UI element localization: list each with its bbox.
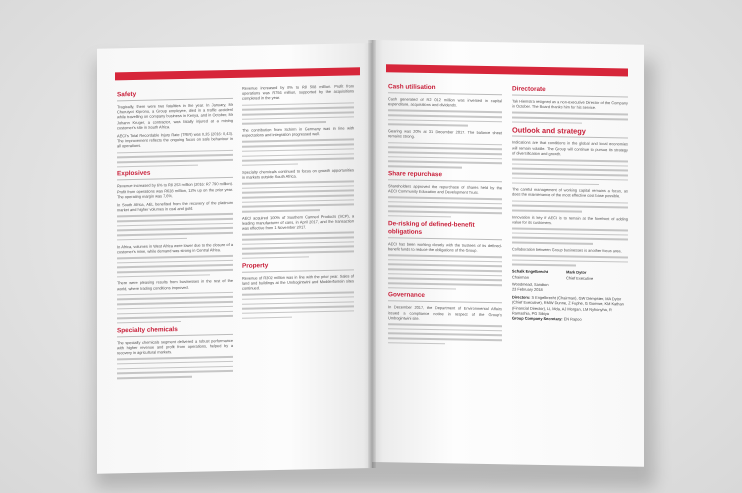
section-heading-explosives: Explosives (117, 168, 233, 180)
book-spine (368, 40, 376, 468)
signature-block (512, 269, 628, 282)
section-heading-de-risking: De-risking of defined-benefit obligations (388, 220, 502, 240)
paragraph: Tragically, there were two fatalities in the year. In January, Mr Cheruiyot Kiprono, a Group employee, died in a traffic accident while travelling on company business in Kenya, and in October, Mr Johann Kruger, a contractor, was fatally injured at a mining customer's site in South Africa. (117, 101, 233, 131)
paragraph: In Africa, volumes in West Africa were lower due to the closure of a customer's mine, while demand was strong in Central Africa. (117, 241, 233, 255)
section-heading-safety: Safety (117, 89, 233, 101)
paragraph: Indications are that conditions in the global and local economies will remain volatile. The Group will continue to pursue its strategy of diversification and growth. (512, 139, 628, 157)
text-block (117, 255, 233, 278)
paragraph: Specialty chemicals continued to focus on growth opportunities in markets outside South Africa. (242, 166, 354, 180)
section-heading-cash-utilisation: Cash utilisation (388, 83, 502, 95)
text-block (117, 292, 233, 324)
secretary-label: Group Company Secretary: (512, 315, 563, 322)
text-block (512, 200, 628, 213)
text-block (512, 112, 628, 125)
paragraph: Shareholders approved the repurchase of shares held by the AECI Community Education and Development Trust. (388, 182, 502, 195)
paragraph: Revenue of R302 million was in line with the prior year. Sales of land and buildings at the Umbogintwini and Modderfontein sites continued. (242, 272, 354, 291)
section-heading-directorate: Directorate (512, 85, 628, 97)
text-block (512, 254, 628, 267)
text-block (388, 254, 502, 290)
text-block (242, 292, 354, 319)
section-heading-property: Property (242, 260, 354, 272)
chairman-role: Chairman (512, 273, 529, 280)
paragraph: AECI's Total Recordable Injury Rate (TRIR) was 0,35 (2016: 0,43). The improvement reflects the ongoing focus on safe behaviour in all operations. (117, 130, 233, 149)
place-date (512, 281, 628, 294)
directors-label: Directors: (512, 294, 531, 300)
ceo-name: Mark Dytor (566, 269, 587, 275)
paragraph: Gearing was 20% at 31 December 2017. The balance sheet remains strong. (388, 128, 502, 140)
text-block (388, 142, 502, 169)
ceo-role: Chief Executive (566, 274, 594, 281)
red-header-bar (115, 67, 360, 80)
paragraph: Revenue increased by 6% to R8 253 million (2016: R7 790 million). Profit from operations was R628 million, 12% up on the prior year. The operating margin was 7,6%. (117, 181, 233, 200)
right-column-1 (388, 80, 502, 348)
left-column-1 (117, 86, 233, 382)
text-block (242, 232, 354, 259)
directors-names: S Engelbrecht (Chairman), GW Dempster, MA Dytor (Chief Executive), RMW Dunne, Z Fuphe, G Gomwe, KM Kathan (Financial Director), LL Mda, AJ Morgan, LM Nyhonyha, R Ramashia, PG Sibiya (512, 294, 624, 317)
secretary-name: EN Rapoo (563, 316, 582, 323)
paragraph: The careful management of working capital remains a focus, as does the maintenance of the most effective cost base possible. (512, 186, 628, 199)
text-block (242, 180, 354, 212)
paragraph: In December 2017, the Department of Environmental Affairs issued a compliance notice in respect of the Group's Umbogintwini site. (388, 304, 502, 321)
text-block (388, 323, 502, 345)
paragraph: Tak Hiemstra resigned as a non-executive Director of the Company in October. The Board thanks him for his service. (512, 98, 628, 111)
paragraph: Revenue increased by 8% to R8 508 million. Profit from operations was R756 million, supported by the acquisitions completed in the year. (242, 83, 354, 102)
paragraph: Cash generated of R2 012 million was invested in capital expenditure, acquisitions and dividends. (388, 96, 502, 108)
paragraph: The specialty chemicals segment delivered a robust performance with higher revenue and profit from operations, helped by a recovery in agricultural markets. (117, 337, 233, 356)
date: 23 February 2018 (512, 286, 543, 293)
paragraph: Innovation is key if AECI is to remain at the forefront of adding value for its customers. (512, 214, 628, 226)
paragraph: AECI acquired 100% of Southern Canned Products (SCP), a leading manufacturer of cans, in April 2017, and the transaction was effective from 1 November 2017. (242, 213, 354, 231)
text-block (117, 356, 233, 379)
paragraph: In South Africa, AEL benefited from the recovery of the platinum market and higher volumes in coal and gold. (117, 199, 233, 213)
red-header-bar (386, 64, 628, 76)
section-heading-share-repurchase: Share repurchase (388, 170, 502, 182)
text-block (117, 150, 233, 168)
right-page (372, 40, 644, 467)
text-block (512, 228, 628, 246)
paragraph: The contribution from Schirm in Germany was in line with expectations and integration progressed well. (242, 125, 354, 138)
text-block (242, 102, 354, 125)
place: Woodmead, Sandton (512, 281, 549, 287)
section-heading-outlook: Outlook and strategy (512, 126, 628, 139)
paragraph: AECI has been working closely with the trustees of its defined-benefit funds to reduce the obligations of the Group. (388, 240, 502, 253)
text-block (388, 110, 502, 128)
section-heading-governance: Governance (388, 292, 502, 304)
text-block (512, 159, 628, 186)
left-page (97, 43, 372, 474)
chairman-name: Schalk Engelbrecht (512, 268, 549, 275)
text-block (388, 196, 502, 218)
right-column-2 (512, 82, 628, 323)
text-block (242, 139, 354, 166)
paragraph: There were pleasing results from businesses in the rest of the world, where trading conditions improved. (117, 278, 233, 291)
section-heading-specialty-chemicals: Specialty chemicals (117, 324, 233, 336)
text-block (117, 213, 233, 240)
directors-list (512, 294, 628, 323)
paragraph: Collaboration between Group businesses is another focus area. (512, 246, 622, 254)
left-column-2 (242, 83, 354, 322)
